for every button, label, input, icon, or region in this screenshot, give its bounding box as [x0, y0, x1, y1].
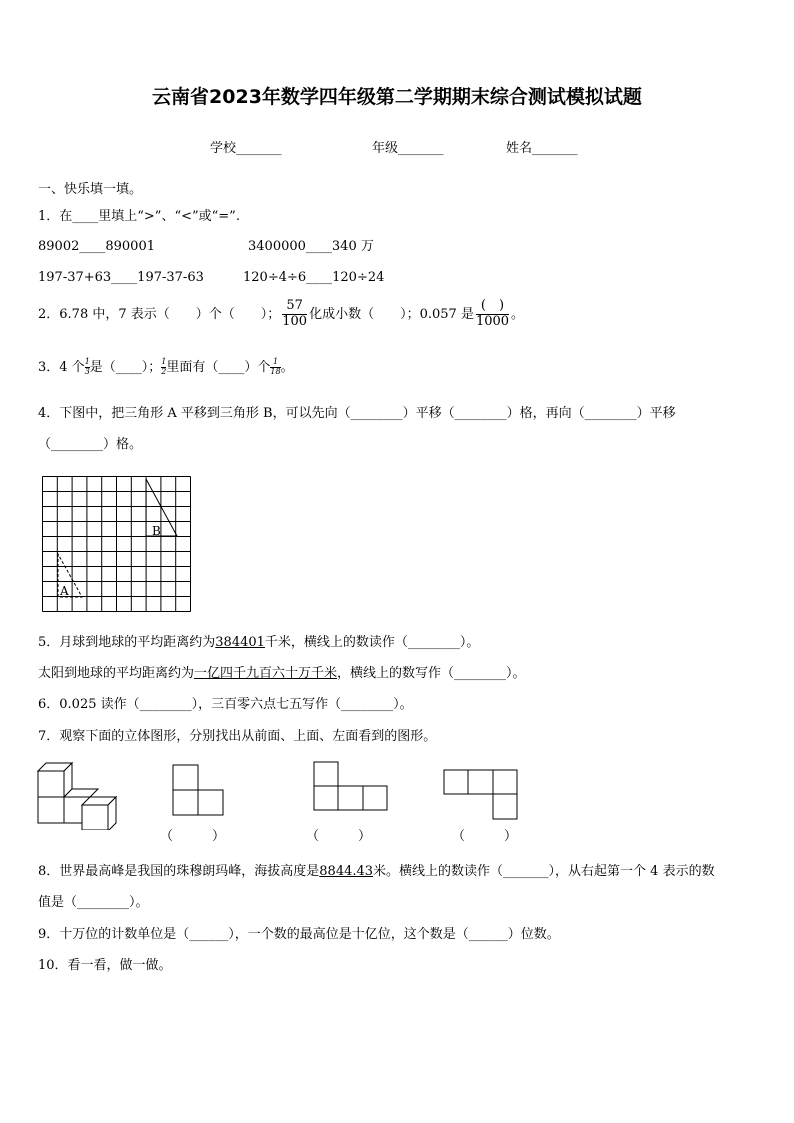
q4-line-1: 4．下图中，把三角形 A 平移到三角形 B，可以先向（________）平移（________）格，再向（________）平移 — [38, 406, 676, 421]
q5-line-2-post: ，横线上的数写作（________）。 — [337, 666, 526, 681]
q3-fraction-2-den: 2 — [161, 366, 167, 376]
triangle-a-label: A — [60, 584, 69, 598]
cube-stack-figure — [36, 760, 128, 830]
q5-line-2 — [38, 667, 526, 680]
q3 — [38, 356, 294, 378]
view-option-2 — [313, 761, 389, 811]
q2-fraction-1-den: 100 — [282, 313, 308, 329]
view-answer-2[interactable]: （ ） — [306, 829, 372, 844]
q2-fraction-1 — [282, 299, 307, 329]
q3-fraction-1-num: 1 — [84, 357, 90, 367]
q1-item-c: 197-37+63____197-37-63 — [38, 270, 204, 285]
q1-item-d: 120÷4÷6____120÷24 — [243, 270, 385, 285]
q5-line-1 — [38, 636, 479, 649]
moon-distance-number: 384401 — [215, 635, 265, 650]
q2-text-1: 2．6.78 中，7 表示（ ）个（ ）； — [38, 306, 281, 322]
q8-line-2: 值是（________）。 — [38, 895, 149, 910]
q8-line-1-post: 米。横线上的数读作（_______），从右起第一个 4 表示的数 — [373, 864, 715, 879]
view-answer-3[interactable]: （ ） — [452, 829, 518, 844]
q5-line-1-post: 千米，横线上的数读作（________）。 — [264, 635, 480, 650]
q3-fraction-1-den: 3 — [84, 366, 90, 376]
triangle-b-label: B — [152, 524, 161, 538]
q2-fraction-1-num: 57 — [282, 299, 307, 314]
q2-fraction-2-den: 1000 — [475, 313, 510, 329]
page-title: 云南省2023年数学四年级第二学期期末综合测试模拟试题 — [152, 86, 642, 108]
q9: 9．十万位的计数单位是（______），一个数的最高位是十亿位，这个数是（______）位数。 — [38, 927, 560, 942]
triangle-b — [146, 479, 177, 536]
q3-fraction-2-num: 1 — [161, 357, 167, 367]
q2-fraction-2 — [476, 299, 509, 329]
q2-text-3: 。 — [511, 306, 525, 322]
q4-line-2: （________）格。 — [38, 437, 143, 452]
view-option-3 — [443, 769, 519, 821]
grade-field[interactable]: 年级_______ — [372, 141, 444, 156]
q5-line-2-pre: 太阳到地球的平均距离约为 — [38, 666, 195, 681]
section-heading: 一、快乐填一填。 — [38, 182, 143, 197]
q6: 6．0.025 读作（________），三百零六点七五写作（________）。 — [38, 697, 413, 712]
q3-text-3: 里面有（____）个 — [166, 359, 271, 375]
q3-fraction-3-num: 1 — [270, 358, 280, 367]
q2-text-2: 化成小数（ ）；0.057 是 — [309, 306, 474, 322]
q1-item-b: 3400000____340 万 — [248, 239, 374, 254]
q2 — [38, 296, 524, 332]
q1-item-a: 89002____890001 — [38, 239, 155, 254]
q7-stem: 7．观察下面的立体图形，分别找出从前面、上面、左面看到的图形。 — [38, 729, 437, 744]
translation-grid — [42, 476, 192, 613]
q10: 10．看一看，做一做。 — [38, 958, 172, 973]
q1-stem: 1．在____里填上“>”、“<”或“=”. — [38, 209, 240, 224]
q8-line-1 — [38, 865, 715, 878]
q3-fraction-3 — [270, 358, 280, 376]
q3-text-1: 3．4 个 — [38, 359, 85, 375]
q8-line-1-pre: 8．世界最高峰是我国的珠穆朗玛峰，海拔高度是 — [38, 864, 320, 879]
view-option-1 — [172, 764, 224, 816]
q3-text-2: 是（____）； — [89, 359, 162, 375]
q2-fraction-2-num: ( ) — [476, 299, 509, 314]
school-field[interactable]: 学校_______ — [210, 141, 282, 156]
q3-fraction-3-den: 18 — [270, 366, 281, 376]
q5-line-1-pre: 5．月球到地球的平均距离约为 — [38, 635, 216, 650]
view-answer-1[interactable]: （ ） — [160, 829, 226, 844]
q3-text-4: 。 — [280, 359, 294, 375]
name-field[interactable]: 姓名_______ — [506, 141, 578, 156]
sun-distance-words: 一亿四千九百六十万千米 — [194, 666, 338, 681]
everest-height-number: 8844.43 — [319, 864, 374, 879]
